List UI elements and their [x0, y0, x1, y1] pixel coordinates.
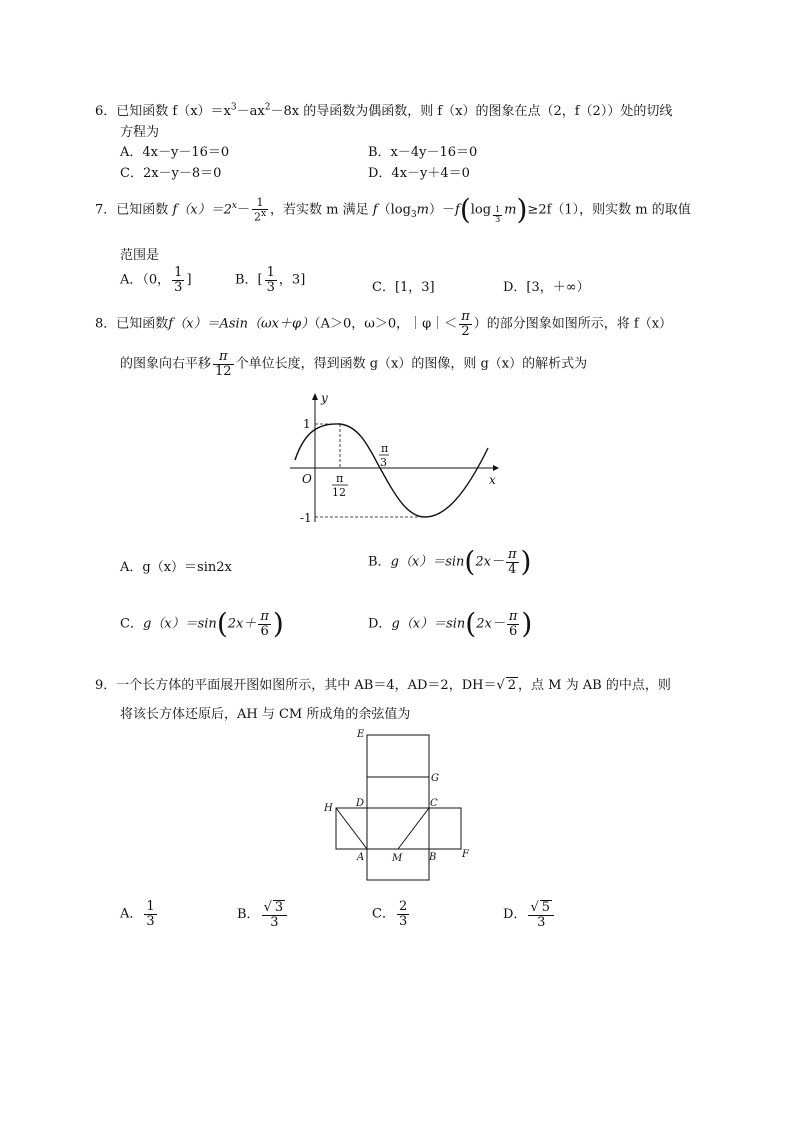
q6-option-d[interactable]: D．4x－y＋4＝0 [368, 166, 470, 181]
svg-text:F: F [462, 849, 469, 860]
q7-number: 7． [95, 202, 117, 218]
q8-number: 8． [95, 316, 117, 332]
origin-label: O [302, 472, 312, 486]
pi3-num: π [381, 442, 389, 455]
q9-net-diagram [320, 725, 480, 885]
label-one: 1 [303, 417, 311, 431]
x-label: x [489, 473, 496, 487]
q7-option-a[interactable]: A．（0， $\frac{1}{3}$ ] [120, 265, 192, 295]
q8-option-c[interactable]: C．g（x）＝sin(2x＋ $\frac{\pi}{6}$ ) [120, 607, 284, 641]
q6-stem: 6．已知函数 $f(x)=x^3-ax^2-8x$ 的导函数为偶函数，则 f（x）的图象在点（2，f（2））处的切线 [95, 102, 673, 119]
q7-option-c[interactable]: C．[1，3] [372, 280, 435, 295]
svg-text:E: E [357, 729, 365, 740]
q9-option-b[interactable]: B． $\frac{√ 3}{3}$ [237, 900, 289, 929]
svg-text:M: M [392, 853, 403, 864]
y-label: y [321, 391, 328, 405]
q9-option-a[interactable]: A． $\frac{1}{3}$ [120, 899, 155, 929]
q7-option-b[interactable]: B．[ $\frac{1}{3}$ ，3] [235, 265, 306, 295]
label-neg-one: -1 [300, 511, 312, 525]
q6-stem-line2: 方程为 [120, 125, 160, 140]
svg-text:B: B [429, 852, 437, 863]
q9-stem-line2: 将该长方体还原后，AH 与 CM 所成角的余弦值为 [120, 707, 411, 722]
q8-option-b[interactable]: B．g（x）＝sin(2x－ $\frac{\pi}{4}$ ) [368, 545, 532, 579]
q7-option-d[interactable]: D．[3，＋∞） [503, 280, 590, 295]
q6-option-a[interactable]: A．4x－y－16＝0 [120, 145, 230, 160]
q7-log-base: $\frac{1}{3}$ [495, 205, 501, 224]
q6-option-c[interactable]: C．2x－y－8＝0 [120, 166, 222, 181]
q7-stem-line2: 范围是 [120, 248, 160, 263]
q8-option-d[interactable]: D．g（x）＝sin(2x－ $\frac{\pi}{6}$ ) [368, 607, 533, 641]
svg-text:H: H [324, 803, 333, 814]
q8-stem-line2: 的图象向右平移 $\frac{\pi}{12}$ 个单位长度，得到函数 g（x）的图像，则 g（x）的解析式为 [120, 349, 588, 379]
pi3-den: 3 [380, 456, 387, 469]
svg-text:D: D [356, 798, 365, 809]
q8-sine-graph [285, 390, 505, 530]
svg-text:C: C [430, 798, 438, 809]
svg-text:A: A [357, 852, 365, 863]
q9-stem: 9．一个长方体的平面展开图如图所示，其中 AB＝4，AD＝2，DH＝√ 2 ，点 M 为 AB 的中点，则 [95, 678, 671, 693]
q6-number: 6． [95, 104, 117, 119]
q6-option-b[interactable]: B．x－4y－16＝0 [368, 145, 478, 160]
q7-stem: 7．已知函数 $f(x)=2^x-$ $\frac{1}{2^x}$ ，若实数 m 满足 $f(\log_3m)-f(\log$ $\frac{1}{3}$ m)≥2f（1），则实数 m 的取值 [95, 193, 691, 226]
q9-option-d[interactable]: D． $\frac{√ 5}{3}$ [503, 900, 556, 929]
pi12-den: 12 [332, 486, 346, 499]
q9-option-c[interactable]: C． $\frac{2}{3}$ [372, 899, 408, 929]
svg-text:G: G [431, 773, 439, 784]
q8-stem: 8．已知函数f（x）＝Asin（ωx＋φ）（A＞0，ω＞0，｜φ｜＜ $\frac{\pi}{2}$ ）的部分图象如图所示，将 f（x） [95, 309, 673, 339]
q7-fraction: $\frac{1}{2^x}$ [253, 196, 267, 224]
pi12-num: π [336, 472, 344, 485]
sine-curve [295, 424, 488, 517]
q9-number: 9． [95, 678, 117, 693]
q8-option-a[interactable]: A．g（x）＝sin2x [120, 560, 232, 575]
